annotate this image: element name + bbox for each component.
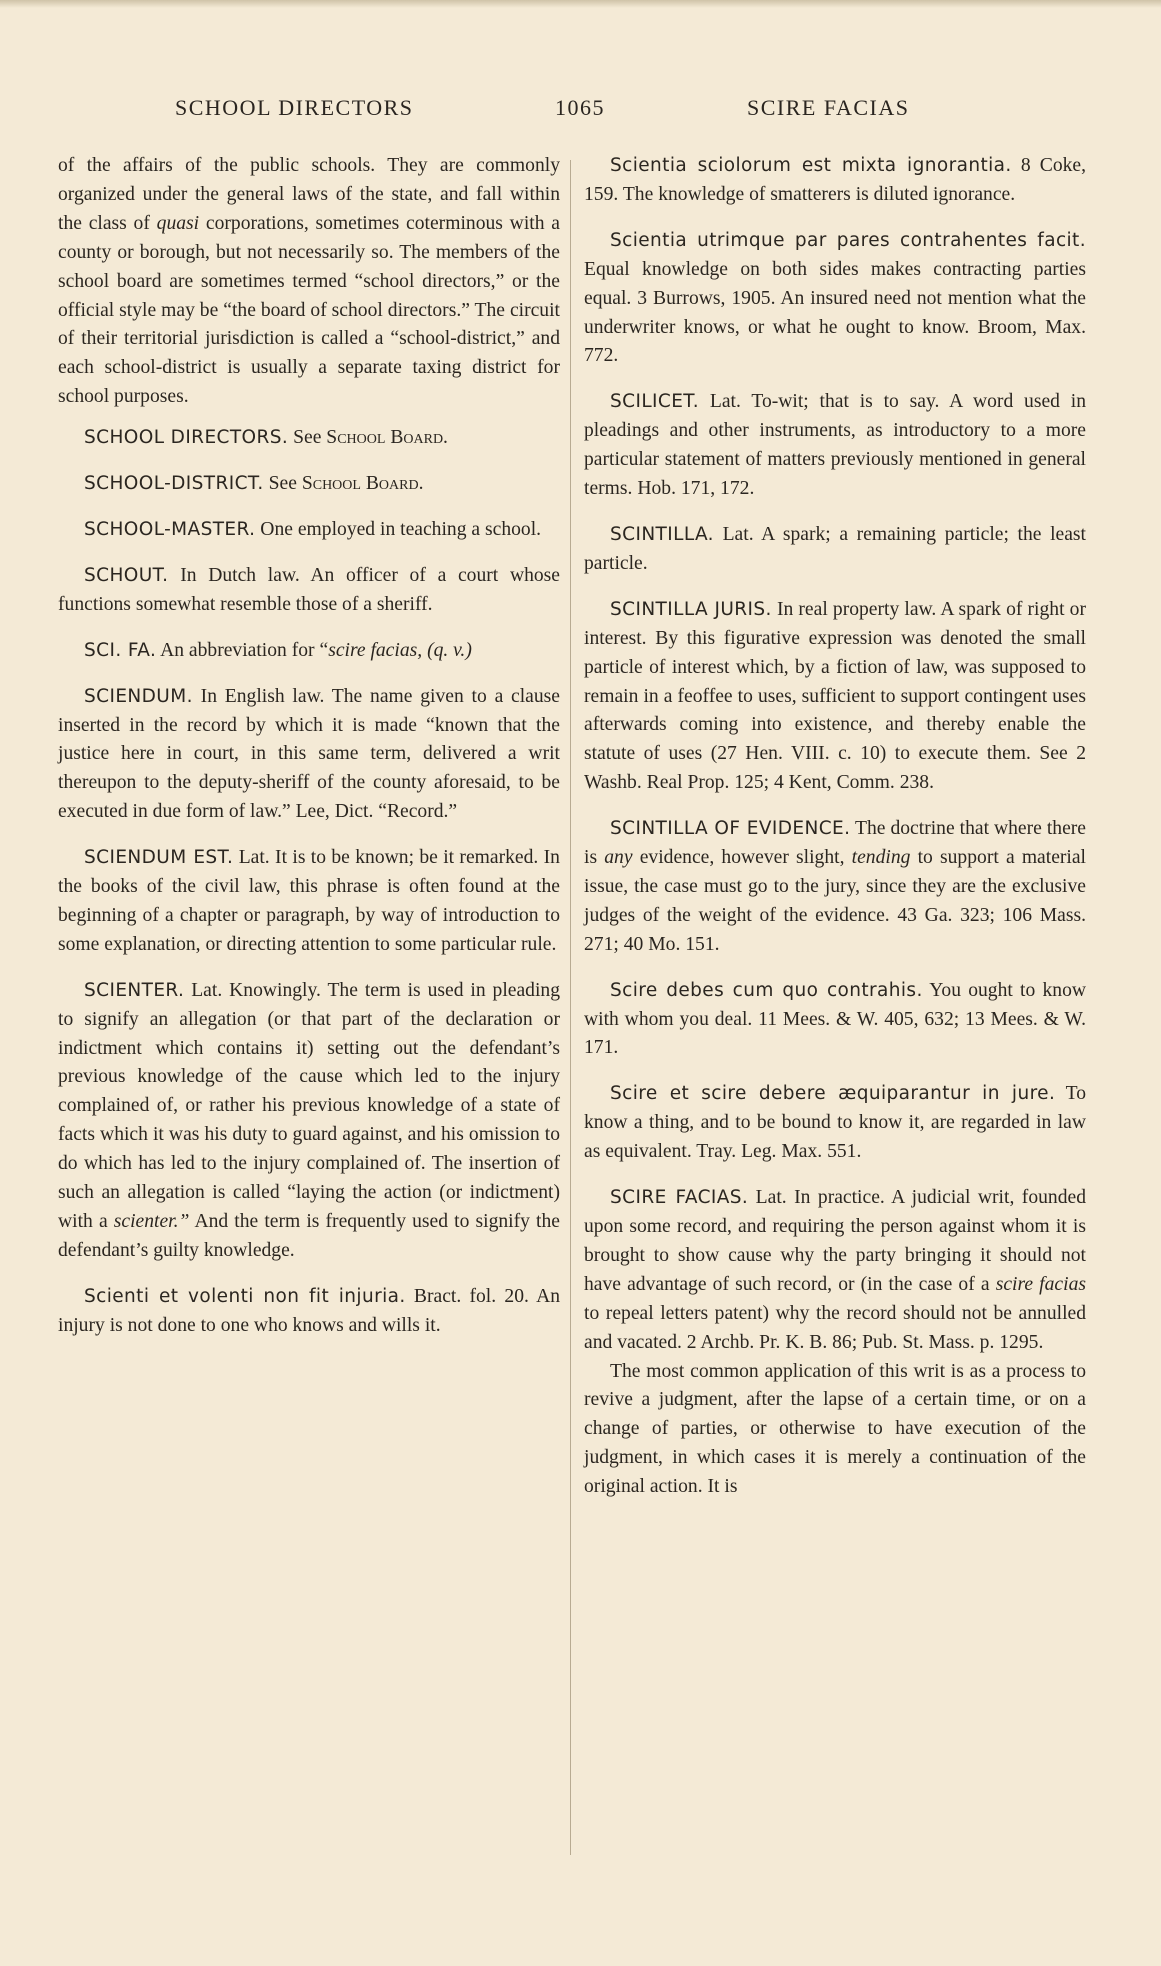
headword: SCIENTER. [84,979,185,1001]
entry-scintilla: SCINTILLA. Lat. A spark; a remaining particle; the least particle. [584,523,1086,574]
headword: Scire et scire debere æquiparantur in jure. [610,1083,1056,1105]
entry-scire-debes: Scire debes cum quo contrahis. You ought to know with whom you deal. 11 Mees. & W. 405, 632; 13 Mees. & W. 171. [584,979,1087,1059]
entry-scintilla-of-evidence: SCINTILLA OF EVIDENCE. The doctrine that where there is any evidence, however slight, tending to support a material issue, the case must go to the jury, since they are the exclusive judges of the weight of the evidence. 43 Ga. 323; 106 Mass. 271; 40 Mo. 151. [584,818,1087,955]
entry-scintilla-juris: SCINTILLA JURIS. In real property law. A spark of right or interest. By this figurative expression was denoted the small particle of interest which, by a fiction of law, was supposed to remain in a feoffee to uses, sufficient to support contingent uses afterwards coming into existence, and thereby enable the statute of uses (27 Hen. VIII. c. 10) to execute them. See 2 Washb. Real Prop. 125; 4 Kent, Comm. 238. [584,598,1086,794]
headword: Scientia utrimque par pares contrahentes facit. [610,229,1086,251]
headword: SCINTILLA. [610,523,714,545]
headword: Scire debes cum quo contrahis. [610,979,923,1001]
entry-scire-et-scire: Scire et scire debere æquiparantur in jure. To know a thing, and to be bound to know it, are regarded in law as equivalent. Tray. Leg. Max. 551. [584,1083,1087,1163]
cross-reference: School Board. [326,427,448,449]
entry-schout: SCHOUT. In Dutch law. An officer of a court whose functions somewhat resemble those of a sheriff. [58,564,561,615]
page-edge [0,0,1161,8]
headword: SCHOUT. [84,564,169,586]
headword: Scienti et volenti non fit injuria. [84,1285,406,1307]
headword: SCIENDUM EST. [84,847,234,869]
headword: SCILICET. [610,391,700,413]
entry-school-master: SCHOOL-MASTER. One employed in teaching a school. [84,518,542,540]
entry-scientia-sciolorum: Scientia sciolorum est mixta ignorantia. 8 Coke, 159. The knowledge of smatterers is diluted ignorance. [584,155,1087,205]
entry-scienti-et-volenti: Scienti et volenti non fit injuria. Bract. fol. 20. An injury is not done to one who knows and wills it. [58,1285,561,1336]
headword: SCIRE FACIAS. [610,1187,749,1209]
headword: SCHOOL-MASTER. [84,518,256,540]
headword: Scientia sciolorum est mixta ignorantia. [610,155,1012,176]
left-column [58,152,560,1358]
headword: SCHOOL-DISTRICT. [84,473,264,495]
entry-continuation: of the affairs of the public schools. They are commonly organized under the general laws of the state, and fall within the class of quasi corporations, sometimes coterminous with a county or borough, but not necessarily so. The members of the school board are sometimes termed “school directors,” or the official style may be “the board of school directors.” The circuit of their territorial jurisdiction is called a “school-district,” and each school-district is usually a separate taxing district for school purposes. [58,155,560,408]
entry-sci-fa: SCI. FA. An abbreviation for “scire facias, (q. v.) [84,639,472,661]
entry-scire-facias: SCIRE FACIAS. Lat. In practice. A judicial writ, founded upon some record, and requiring the person against whom it is brought to show cause why the party bringing it should not have advantage of such record, or (in the case of a scire facias to repeal letters patent) why the record should not be annulled and vacated. 2 Archb. Pr. K. B. 86; Pub. St. Mass. p. 1295. [584,1187,1086,1353]
cross-reference: School Board. [301,473,424,495]
headword: SCINTILLA JURIS. [610,598,772,620]
headword: SCIENDUM. [84,685,193,707]
header-right-guideword: SCIRE FACIAS [747,95,910,120]
headword: SCI. FA. [84,639,157,661]
entry-scientia-utrimque: Scientia utrimque par pares contrahentes facit. Equal knowledge on both sides makes contracting parties equal. 3 Burrows, 1905. An insured need not mention what the underwriter knows, or what he ought to know. Broom, Max. 772. [584,229,1086,367]
header-left-guideword: SCHOOL DIRECTORS [175,95,414,120]
entry-scienter: SCIENTER. Lat. Knowingly. The term is used in pleading to signify an allegation (or that part of the declaration or indictment which contains it) setting out the defendant’s previous knowledge of the cause which led to the injury complained of, or rather his previous knowledge of a state of facts which it was his duty to guard against, and his omission to do which has led to the injury complained of. The insertion of such an allegation is called “laying the action (or indictment) with a scienter.” And the term is frequently used to signify the defendant’s guilty knowledge. [58,979,560,1261]
page-number: 1065 [555,95,605,120]
entry-school-district: SCHOOL-DISTRICT. See School Board. [84,473,424,495]
entry-sciendum-est: SCIENDUM EST. Lat. It is to be known; be it remarked. In the books of the civil law, this phrase is often found at the beginning of a chapter or paragraph, by way of introduction to some explanation, or directing attention to some particular rule. [58,847,560,955]
right-column [584,152,1086,1519]
entry-school-directors: SCHOOL DIRECTORS. See School Board. [84,427,448,449]
running-header [175,95,945,135]
headword: SCHOOL DIRECTORS. [84,427,289,449]
entry-sciendum: SCIENDUM. In English law. The name given to a clause inserted in the record by which it is made “known that the justice here in court, in this same term, delivered a writ thereupon to the deputy-sheriff of the county aforesaid, to be executed in due form of law.” Lee, Dict. “Record.” [58,685,561,823]
entry-scire-facias-paragraph: The most common application of this writ is as a process to revive a judgment, after the lapse of a certain time, or on a change of parties, or otherwise to have execution of the judgment, in which cases it is merely a continuation of the original action. It is [584,1360,1086,1498]
column-divider [570,160,571,1855]
headword: SCINTILLA OF EVIDENCE. [610,818,851,840]
entry-scilicet: SCILICET. Lat. To-wit; that is to say. A word used in pleadings and other instruments, as introductory to a more particular statement of matters previously mentioned in general terms. Hob. 171, 172. [584,391,1086,500]
